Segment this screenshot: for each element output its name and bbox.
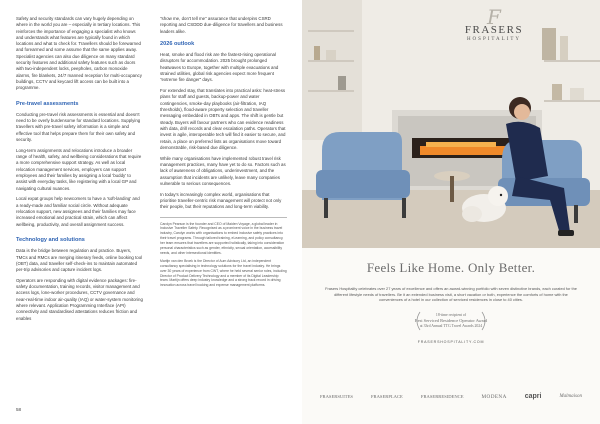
paragraph: For extended stay, that translates into practical asks: heat-stress plans for staff and guests, backup-power and water contingencies, smoke-day playbooks (air-filtration, IAQ thresholds), flood-aware property selection and traveller messaging embedded in OBTs and apps. The shift is gentle but steady. Buyers will favour partners who can evidence readiness with data, drill records and clear escalation paths. Operators that invest in agile, interoperable tech will find it easier to secure, and retain, a place on preferred lists as organisations move toward demonstrable, risk-based due diligence. bbox=[160, 88, 286, 150]
ad-copy bbox=[302, 248, 600, 344]
brand-logos bbox=[320, 393, 582, 400]
article-column-1 bbox=[16, 16, 143, 326]
section-heading-outlook: 2026 outlook bbox=[160, 40, 195, 47]
author-bio: Martijn van den Broek is the Director of Aum Advisory Ltd, an independent consultancy specialising in technology solutions for the travel industry. He brings over 30 years of experience from CWT, where he held several senior roles, including Director of Product Delivery Technology and a member of its Digital Leadership team. Martijn offers deep industry knowledge and a strong track record in driving innovation across travel booking and expense management platforms. bbox=[160, 258, 287, 288]
award-line-3: at 33rd Annual TTG Travel Awards 2024 bbox=[419, 323, 483, 328]
brand-frasersuites: FRASERSUITES bbox=[320, 394, 353, 399]
section-heading-pretravel: Pre-travel assessments bbox=[16, 100, 79, 107]
award-line-1: 18-time recipient of bbox=[435, 312, 467, 317]
paragraph: Safety and security standards can vary hugely depending on where in the world you are – especially in tertiary locations. This reinforces the importance of engaging a specialist who knows and understands what features are typically found in which locations and what to check for. Travellers should be forewarned and forearmed and some assume that the same applies away. Specialist agencies can also due diligence on many standard security features and additional safety features such as doors with two-independent locks, peepholes, carbon monoxide alarms, fire blankets, 24/7 manned reception for multi-occupancy buildings, CCTV and keycard lift access can be built into a programme. bbox=[16, 16, 142, 91]
ad-headline: Feels Like Home. Only Better. bbox=[366, 260, 536, 275]
logo-monogram: F bbox=[487, 5, 501, 29]
frasers-logo bbox=[444, 5, 544, 42]
divider bbox=[160, 217, 287, 218]
paragraph: While many organisations have implemented robust travel risk management practices, many have yet to do so. Factors such as lack of awareness of obligations, underinvestment, and the assumption that incidents are unlikely, leave many companies vulnerable to serious consequences. bbox=[160, 155, 286, 186]
logo-wordmark: FRASERS bbox=[464, 24, 524, 36]
paragraph: Operators are responding with digital evidence packages: fire-safety documentation, training records, visitor management and access logs, lone-worker procedures, CCTV governance and near-real-time indoor air-quality (IAQ) or water-system monitoring where relevant. Application Programming Interface (API) connectivity and standardised attestations reduces friction and enables bbox=[16, 277, 143, 321]
brand-malmaison: Malmaison bbox=[559, 394, 582, 399]
ad-body: Frasers Hospitality celebrates over 27 years of excellence and offers an award-winning portfolio with seven distinctive brands, each curated for the different lifestyle needs of travellers. Be it an extended business visit, a short vacation or both, experience the comforts of home with the conveniences of a hotel in our collection of serviced residences in close to 40 cities. bbox=[325, 286, 577, 303]
brand-fraserresidence: FRASERRESIDENCE bbox=[420, 394, 464, 399]
paragraph: Data is the bridge between regulation and practice. Buyers, TMCs and RMCs are merging itinerary feeds, online booking tool (OBT) data, and traveller self-check-ins to maintain automated per-trip advisories and capture incident logs. bbox=[16, 248, 143, 273]
frasers-advertisement bbox=[302, 0, 600, 424]
logo-subtitle: HOSPITALITY bbox=[466, 37, 522, 42]
brand-fraserplace: FRASERPLACE bbox=[370, 394, 403, 399]
hero-photo bbox=[302, 0, 600, 248]
section-heading-technology: Technology and solutions bbox=[16, 236, 85, 243]
brand-modena: MODENA bbox=[481, 393, 507, 400]
page-number: 58 bbox=[16, 407, 22, 412]
website-url[interactable]: FRASERSHOSPITALITY.COM bbox=[417, 339, 485, 344]
article-column-2 bbox=[160, 16, 287, 291]
brand-capri: capri bbox=[524, 393, 542, 400]
laurel-icon bbox=[414, 310, 488, 332]
award-line-2: Best Serviced Residence Operator Award bbox=[414, 317, 488, 323]
paragraph: Heat, smoke and flood risk are the fastest-rising operational disruptors for accommodation. 2025 brought prolonged heatwaves to Europe, together with multiple evacuations and strained utilities, global risk agencies expect more frequent "extreme fire danger" days. bbox=[160, 52, 279, 83]
author-bio: Carolyn Pearson is the founder and CEO of Maiden Voyage, a global leader in Inclusive Traveller Safety. Recognised as a prominent voice in the business travel industry, Carolyn works with organisations to embed inclusive safety practices into their travel programs. Through tailored training, eLearning, and policy consultancy, her team ensures that travellers are supported holistically, taking into consideration personal characteristics such as gender, ethnicity, sexual orientation, accessibility needs, and other intersectional identities. bbox=[160, 221, 285, 255]
author-bios bbox=[160, 222, 287, 289]
paragraph: Long-term assignments and relocations introduce a broader range of health, safety, and wellbeing considerations that require a more comprehensive support strategy. As well as local relocation management services, employers can support employees and their families by assigning a local 'buddy' to assist with everyday tasks, like registering with a local GP and navigating cultural nuances. bbox=[16, 147, 142, 191]
paragraph: Local expat groups help newcomers to have a 'soft-landing' and a ready-made and familiar social circle. Without adequate relocation support, new assignees and their families may face increased emotional and practical strain, which can affect wellbeing, productivity, and overall assignment success. bbox=[16, 196, 140, 227]
paragraph: Conducting pre-travel risk assessments is essential and doesn't need to be overly burdensome for standard locations. Supplying travellers with pre-travel safety information is a simple and effective tool that helps prepare them for their own safety and security. bbox=[16, 111, 141, 143]
paragraph: In today's increasingly complex world, organisations that prioritise traveller-centric risk management will protect not only their people, but their reputations and long-term viability. bbox=[160, 191, 282, 210]
paragraph: "show me, don't tell me" assurance that underpins CSRD reporting and CSDDD due-diligence for travellers and business leaders alike. bbox=[160, 16, 283, 34]
award-badge bbox=[414, 313, 488, 328]
